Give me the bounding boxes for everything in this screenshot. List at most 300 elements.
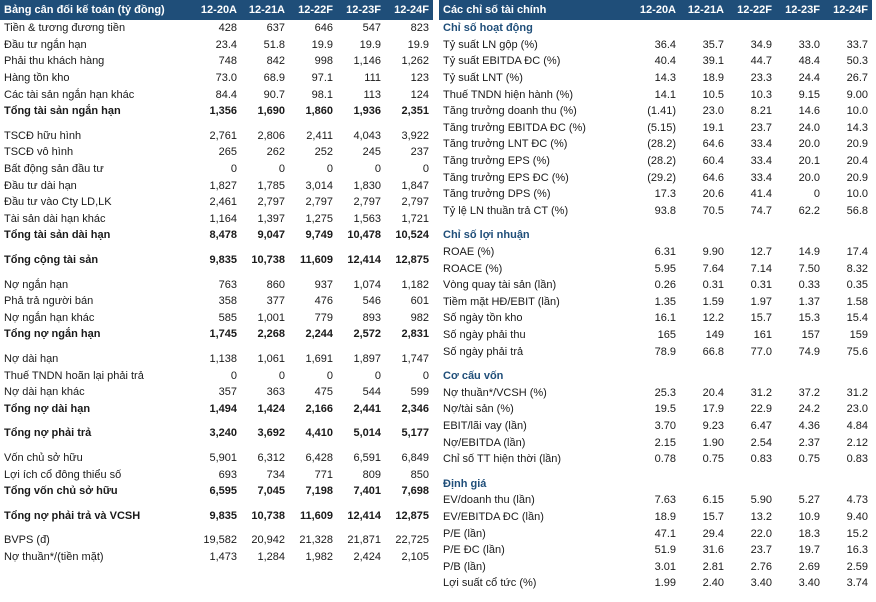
- row-value-0: 14.3: [654, 72, 676, 85]
- row-value-2: 7,198: [305, 485, 333, 498]
- row-value-2: 1,860: [305, 105, 333, 118]
- row-value-4: 14.3: [846, 121, 868, 134]
- row-value-3: 1,897: [353, 352, 381, 365]
- row-value-0: 585: [218, 311, 237, 324]
- row-value-3: [776, 368, 824, 385]
- row-label: ROAE (%): [443, 246, 495, 259]
- table-row: [0, 194, 433, 211]
- row-value-0: 748: [218, 55, 237, 68]
- row-value-2: 34.9: [750, 38, 772, 51]
- row-value-0: [632, 227, 680, 244]
- row-value-2: 252: [314, 146, 333, 159]
- row-value-2: 31.2: [750, 386, 772, 399]
- table-row: [0, 367, 433, 384]
- table-spacer-row: [0, 417, 433, 425]
- row-value-0: 1,164: [209, 212, 237, 225]
- balance-sheet-title: Bảng cân đối kế toán (tỷ đồng): [0, 0, 193, 20]
- table-row: [439, 418, 872, 435]
- row-value-0: 1,138: [209, 352, 237, 365]
- row-value-4: 2,797: [401, 196, 429, 209]
- table-row: [439, 310, 872, 327]
- row-label: Lợi ích cổ đông thiểu số: [4, 468, 122, 481]
- row-value-2: 74.7: [750, 204, 772, 217]
- row-value-2: 646: [314, 22, 333, 35]
- row-value-2: 11,609: [299, 254, 333, 267]
- row-label: Chỉ số lợi nhuận: [443, 229, 530, 242]
- row-value-4: 9.40: [846, 510, 868, 523]
- row-value-4: 1,721: [401, 212, 429, 225]
- row-label: Đầu tư dài hạn: [4, 179, 77, 192]
- balance-sheet-table: [0, 0, 433, 565]
- row-value-3: 157: [801, 328, 820, 341]
- row-value-4: 823: [410, 22, 429, 35]
- row-value-4: 982: [410, 311, 429, 324]
- column-header-3: 12-23F: [337, 0, 385, 20]
- financial-ratios-panel: [439, 0, 872, 592]
- row-value-3: 24.0: [798, 121, 820, 134]
- row-label: Thuế TNDN hiện hành (%): [443, 88, 574, 101]
- row-value-2: [728, 475, 776, 492]
- table-row: [0, 128, 433, 145]
- row-value-3: 1,074: [353, 278, 381, 291]
- table-row: [439, 401, 872, 418]
- row-value-2: 77.0: [750, 345, 772, 358]
- row-label: Tỷ lệ LN thuần trả CT (%): [443, 204, 569, 217]
- row-value-2: 0.31: [750, 279, 772, 292]
- row-value-3: 1,830: [353, 179, 381, 192]
- row-value-3: 1,146: [353, 55, 381, 68]
- row-value-1: 1,061: [257, 352, 285, 365]
- table-row: [0, 161, 433, 178]
- row-value-2: 8.21: [750, 105, 772, 118]
- row-value-2: 44.7: [750, 55, 772, 68]
- row-value-0: 3.70: [654, 419, 676, 432]
- row-value-2: 161: [753, 328, 772, 341]
- row-label: Tiềm mặt HĐ/EBIT (lần): [443, 295, 560, 308]
- row-value-0: 6,595: [209, 485, 237, 498]
- table-row: [439, 575, 872, 592]
- row-value-0: 2,461: [209, 196, 237, 209]
- table-row: [439, 434, 872, 451]
- row-value-1: 2,797: [257, 196, 285, 209]
- row-label: Tăng trưởng DPS (%): [443, 188, 551, 201]
- row-value-2: 1,691: [305, 352, 333, 365]
- row-value-4: 0.35: [846, 279, 868, 292]
- row-label: Nợ ngắn hạn khác: [4, 311, 95, 324]
- row-label: TSCĐ hữu hình: [4, 129, 82, 142]
- row-value-0: 17.3: [654, 188, 676, 201]
- row-value-0: 165: [657, 328, 676, 341]
- row-value-3: 24.2: [798, 403, 820, 416]
- row-value-0: 16.1: [654, 312, 676, 325]
- row-value-2: 4,410: [305, 427, 333, 440]
- row-value-4: 15.4: [846, 312, 868, 325]
- row-label: ROACE (%): [443, 262, 503, 275]
- row-value-1: 20.6: [702, 188, 724, 201]
- row-label: Phải thu khách hàng: [4, 55, 105, 68]
- table-row: [0, 483, 433, 500]
- row-label: Nợ dài hạn khác: [4, 386, 85, 399]
- row-value-1: 1.59: [702, 295, 724, 308]
- table-row: [439, 558, 872, 575]
- row-value-2: 3,014: [305, 179, 333, 192]
- table-row: [0, 425, 433, 442]
- row-value-0: 5.95: [654, 262, 676, 275]
- row-value-0: 265: [218, 146, 237, 159]
- row-value-1: 15.7: [702, 510, 724, 523]
- row-label: Số ngày tồn kho: [443, 312, 523, 325]
- table-spacer-row: [439, 467, 872, 475]
- row-value-0: 93.8: [654, 204, 676, 217]
- row-value-0: 78.9: [654, 345, 676, 358]
- row-value-4: 2,105: [401, 550, 429, 563]
- row-value-2: 0.83: [750, 453, 772, 466]
- row-value-3: 14.6: [798, 105, 820, 118]
- row-value-1: 7,045: [257, 485, 285, 498]
- row-value-1: 363: [266, 386, 285, 399]
- row-value-3: 4,043: [353, 129, 381, 142]
- table-row: [0, 310, 433, 327]
- row-value-0: 19.5: [654, 403, 676, 416]
- row-label: P/E ĐC (lần): [443, 544, 505, 557]
- row-label: Phả trả người bán: [4, 295, 94, 308]
- row-value-3: 546: [362, 295, 381, 308]
- table-row: [0, 20, 433, 37]
- row-value-3: 12,414: [347, 509, 381, 522]
- row-value-1: 1,001: [257, 311, 285, 324]
- row-label: Thuế TNDN hoãn lại phải trả: [4, 369, 144, 382]
- table-spacer-row: [439, 360, 872, 368]
- row-label: Cơ cấu vốn: [443, 370, 504, 383]
- row-value-4: [824, 475, 872, 492]
- row-value-1: 68.9: [263, 72, 285, 85]
- row-value-1: [680, 368, 728, 385]
- row-value-1: 9.23: [702, 419, 724, 432]
- row-label: EBIT/lãi vay (lần): [443, 419, 527, 432]
- row-value-0: 40.4: [654, 55, 676, 68]
- row-value-2: 779: [314, 311, 333, 324]
- column-header-0: 12-20A: [632, 0, 680, 20]
- row-value-2: 33.4: [750, 171, 772, 184]
- row-value-4: 4.73: [846, 494, 868, 507]
- row-label: Đầu tư vào Cty LD,LK: [4, 196, 112, 209]
- row-value-0: 7.63: [654, 494, 676, 507]
- row-value-3: 33.0: [798, 38, 820, 51]
- row-label: Nợ thuần*/(tiền mặt): [4, 550, 104, 563]
- row-value-0: 8,478: [209, 229, 237, 242]
- row-value-3: 9.15: [798, 88, 820, 101]
- row-value-3: 0: [374, 163, 381, 176]
- row-value-2: 6,428: [305, 451, 333, 464]
- row-value-1: 39.1: [702, 55, 724, 68]
- table-row: [439, 103, 872, 120]
- table-row: [439, 451, 872, 468]
- row-value-3: 113: [363, 88, 381, 101]
- row-value-2: 2,411: [306, 129, 333, 142]
- row-value-1: 31.6: [702, 544, 724, 557]
- row-value-1: 6,312: [257, 451, 285, 464]
- row-value-1: 20,942: [251, 534, 285, 547]
- row-value-2: 12.7: [750, 246, 772, 259]
- row-label: Vốn chủ sở hữu: [4, 451, 83, 464]
- row-value-1: 17.9: [702, 403, 724, 416]
- row-value-4: 15.2: [846, 527, 868, 540]
- row-label: Tăng trưởng LNT ĐC (%): [443, 138, 568, 151]
- row-value-0: 357: [218, 386, 237, 399]
- table-row: [0, 53, 433, 70]
- row-value-1: 9,047: [257, 229, 285, 242]
- row-value-2: 998: [314, 55, 333, 68]
- row-value-0: 358: [218, 295, 237, 308]
- table-row: [439, 384, 872, 401]
- row-value-4: 2,346: [401, 402, 429, 415]
- table-row: [0, 507, 433, 524]
- row-value-3: 62.2: [798, 204, 820, 217]
- row-value-2: 771: [314, 468, 333, 481]
- row-value-3: 7.50: [798, 262, 820, 275]
- table-spacer-row: [0, 120, 433, 128]
- row-value-4: 23.0: [846, 403, 868, 416]
- row-value-4: 1,747: [401, 352, 429, 365]
- row-label: Tỷ suất LNT (%): [443, 72, 523, 85]
- row-value-2: 97.1: [311, 72, 333, 85]
- row-label: Đầu tư ngắn hạn: [4, 38, 87, 51]
- row-value-0: 0.26: [654, 279, 676, 292]
- financial-ratios-table: [439, 0, 872, 592]
- row-value-1: 6.15: [702, 494, 724, 507]
- row-value-4: 2.59: [846, 560, 868, 573]
- row-label: Nợ dài hạn: [4, 352, 59, 365]
- row-value-1: 1,424: [257, 402, 285, 415]
- row-value-1: 0: [278, 163, 285, 176]
- row-value-4: [824, 20, 872, 37]
- row-value-3: 544: [362, 386, 381, 399]
- row-value-3: 15.3: [798, 312, 820, 325]
- table-row: [0, 276, 433, 293]
- row-label: Tỷ suất LN gộp (%): [443, 38, 538, 51]
- financial-ratios-body: [439, 20, 872, 592]
- row-value-2: 23.7: [750, 544, 772, 557]
- row-value-0: 51.9: [654, 544, 676, 557]
- row-value-3: 37.2: [798, 386, 820, 399]
- row-label: Nợ/tài sản (%): [443, 403, 514, 416]
- table-row: [0, 252, 433, 269]
- spacer-cell: [0, 524, 433, 532]
- row-label: Tăng trưởng doanh thu (%): [443, 105, 577, 118]
- table-row: [439, 475, 872, 492]
- row-value-3: 1.37: [798, 295, 820, 308]
- row-value-3: 1,936: [353, 105, 381, 118]
- row-value-2: 11,609: [299, 509, 333, 522]
- row-value-0: 3.01: [654, 560, 676, 573]
- row-value-2: 1,275: [305, 212, 333, 225]
- table-row: [0, 549, 433, 566]
- row-value-4: 26.7: [846, 72, 868, 85]
- row-value-2: 1.97: [750, 295, 772, 308]
- row-value-0: 763: [218, 278, 237, 291]
- table-spacer-row: [0, 524, 433, 532]
- row-value-1: 860: [266, 278, 285, 291]
- row-value-4: 3.74: [846, 577, 868, 590]
- table-row: [439, 203, 872, 220]
- row-value-2: [728, 368, 776, 385]
- row-value-1: 70.5: [702, 204, 724, 217]
- row-value-1: 3,692: [257, 427, 285, 440]
- table-row: [0, 293, 433, 310]
- row-value-1: 90.7: [263, 88, 285, 101]
- row-value-4: 22,725: [395, 534, 429, 547]
- row-value-2: 476: [314, 295, 333, 308]
- row-value-3: 20.1: [798, 155, 820, 168]
- row-value-3: 18.3: [798, 527, 820, 540]
- row-label: Tổng vốn chủ sở hữu: [4, 485, 118, 498]
- row-value-1: 2.40: [702, 577, 724, 590]
- row-value-2: [728, 227, 776, 244]
- row-value-3: 893: [362, 311, 381, 324]
- row-value-3: 10.9: [798, 510, 820, 523]
- row-label: Nợ ngắn hạn: [4, 278, 69, 291]
- row-value-4: 10,524: [395, 229, 429, 242]
- table-spacer-row: [0, 244, 433, 252]
- row-value-1: 1,284: [257, 550, 285, 563]
- row-value-4: 0: [422, 163, 429, 176]
- row-label: Tổng nợ phải trả và VCSH: [4, 509, 141, 522]
- row-value-4: 12,875: [395, 254, 429, 267]
- balance-sheet-body: [0, 20, 433, 565]
- row-value-1: 0.75: [702, 453, 724, 466]
- row-label: Nợ/EBITDA (lần): [443, 436, 526, 449]
- row-label: P/B (lần): [443, 560, 486, 573]
- row-value-4: 237: [410, 146, 429, 159]
- row-value-2: 23.3: [750, 72, 772, 85]
- row-value-0: [632, 475, 680, 492]
- row-value-2: 2.76: [750, 560, 772, 573]
- row-value-4: 5,177: [401, 427, 429, 440]
- balance-sheet-panel: [0, 0, 433, 592]
- row-value-1: [680, 475, 728, 492]
- row-value-1: 64.6: [702, 138, 724, 151]
- row-value-4: 3,922: [401, 129, 429, 142]
- row-value-2: 5.90: [750, 494, 772, 507]
- row-label: Tăng trưởng EBITDA ĐC (%): [443, 121, 586, 134]
- row-value-4: 850: [410, 468, 429, 481]
- row-label: Tổng nợ phải trả: [4, 427, 92, 440]
- row-value-2: 21,328: [299, 534, 333, 547]
- row-value-2: 22.0: [750, 527, 772, 540]
- row-label: EV/EBITDA ĐC (lần): [443, 510, 544, 523]
- row-label: Tài sản dài hạn khác: [4, 212, 106, 225]
- row-label: TSCĐ vô hình: [4, 146, 74, 159]
- row-value-1: 20.4: [702, 386, 724, 399]
- spacer-cell: [0, 343, 433, 351]
- row-value-1: 51.8: [263, 38, 285, 51]
- table-row: [439, 37, 872, 54]
- row-value-3: 547: [362, 22, 381, 35]
- row-value-0: 2.15: [654, 436, 676, 449]
- row-value-2: 33.4: [750, 155, 772, 168]
- row-value-4: 7,698: [401, 485, 429, 498]
- row-label: Tổng tài sản dài hạn: [4, 229, 111, 242]
- table-row: [0, 86, 433, 103]
- table-row: [0, 466, 433, 483]
- table-row: [439, 227, 872, 244]
- row-value-2: 9,749: [305, 229, 333, 242]
- column-header-1: 12-21A: [241, 0, 289, 20]
- table-row: [0, 532, 433, 549]
- row-value-1: 1,397: [257, 212, 285, 225]
- row-value-3: 19.9: [359, 38, 381, 51]
- row-value-4: 20.4: [846, 155, 868, 168]
- row-label: Bất động sản đầu tư: [4, 163, 104, 176]
- row-value-0: 9,835: [209, 509, 237, 522]
- row-value-1: 2,268: [257, 328, 285, 341]
- row-label: Định giá: [443, 477, 487, 490]
- table-row: [439, 327, 872, 344]
- row-value-2: 475: [314, 386, 333, 399]
- row-value-0: 693: [218, 468, 237, 481]
- row-value-3: [776, 475, 824, 492]
- table-row: [439, 368, 872, 385]
- spacer-cell: [0, 268, 433, 276]
- row-value-1: 0.31: [702, 279, 724, 292]
- row-value-1: 1,690: [257, 105, 285, 118]
- row-value-0: 6.31: [654, 246, 676, 259]
- row-value-3: [776, 227, 824, 244]
- row-value-0: 47.1: [654, 527, 676, 540]
- row-value-1: 10.5: [702, 88, 724, 101]
- row-label: Nợ thuần*/VCSH (%): [443, 386, 547, 399]
- row-value-3: 0: [813, 188, 820, 201]
- row-value-1: 12.2: [702, 312, 724, 325]
- table-row: [0, 103, 433, 120]
- row-value-0: 1,494: [209, 402, 237, 415]
- row-value-3: 4.36: [798, 419, 820, 432]
- row-value-2: 1,982: [305, 550, 333, 563]
- row-value-0: 36.4: [654, 38, 676, 51]
- row-value-1: 7.64: [702, 262, 724, 275]
- row-label: Vòng quay tài sản (lần): [443, 279, 557, 292]
- row-value-1: 60.4: [702, 155, 724, 168]
- column-header-3: 12-23F: [776, 0, 824, 20]
- row-value-4: 2.12: [846, 436, 868, 449]
- table-row: [0, 144, 433, 161]
- table-row: [439, 186, 872, 203]
- row-value-3: 20.0: [798, 138, 820, 151]
- row-value-3: 809: [362, 468, 381, 481]
- row-value-1: 35.7: [702, 38, 724, 51]
- row-value-4: 2,351: [401, 105, 429, 118]
- row-value-4: 601: [410, 295, 429, 308]
- table-row: [439, 343, 872, 360]
- row-value-0: 9,835: [209, 254, 237, 267]
- spacer-cell: [0, 244, 433, 252]
- row-value-1: 9.90: [702, 246, 724, 259]
- row-value-1: 23.0: [702, 105, 724, 118]
- row-value-0: 2,761: [209, 129, 237, 142]
- row-value-2: 23.7: [750, 121, 772, 134]
- row-value-0: (28.2): [647, 155, 676, 168]
- row-value-4: 31.2: [846, 386, 868, 399]
- row-value-1: 1,785: [257, 179, 285, 192]
- row-label: Tổng tài sản ngắn hạn: [4, 105, 121, 118]
- row-value-0: 0: [230, 163, 237, 176]
- row-value-3: 2,797: [353, 196, 381, 209]
- row-value-1: 2,806: [257, 129, 285, 142]
- row-value-2: 13.2: [750, 510, 772, 523]
- table-row: [439, 153, 872, 170]
- row-label: P/E (lần): [443, 527, 486, 540]
- column-header-1: 12-21A: [680, 0, 728, 20]
